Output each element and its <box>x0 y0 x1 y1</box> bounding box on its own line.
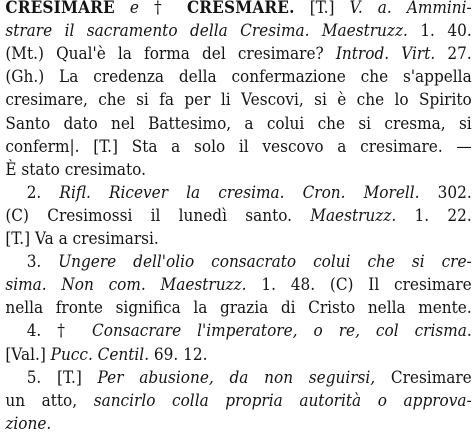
text-span: nella fronte significa la grazia di Cristo nella mente. <box>5 298 472 319</box>
text-span: un atto, <box>5 390 94 411</box>
italic-text: Per abusione, da non seguirsi, <box>97 367 376 388</box>
entry-line-14 <box>5 296 471 320</box>
text-span: [T.] <box>294 0 350 18</box>
text-span: Santo dato nel Battesimo, a colui che si cresma, si <box>5 113 472 134</box>
text-span: [T.] Va a cresimarsi. <box>5 229 159 249</box>
text-span: 3. <box>26 252 59 273</box>
text-span: Cresimare <box>375 367 472 388</box>
italic-text: e <box>114 0 155 18</box>
text-span: 69. 12. <box>149 344 208 365</box>
entry-line-1 <box>5 0 471 20</box>
italic-text: Pucc. Centil. <box>50 344 150 365</box>
text-span: 27. <box>435 44 472 65</box>
italic-text: strare il sacramento della Cresima. Maestruzz. <box>5 21 408 42</box>
entry-line-15 <box>27 319 472 343</box>
italic-text: Consacrare l'imperatore, o re, col crisma. <box>92 321 472 342</box>
entry-line-8 <box>5 158 471 182</box>
text-span: [Val.] <box>5 344 51 365</box>
italic-text: Rifl. Ricever la cresima. Cron. Morell. <box>59 182 420 203</box>
entry-line-2 <box>5 19 471 43</box>
entry-line-9 <box>27 181 472 205</box>
text-span: 5. [T.] <box>26 367 98 388</box>
text-span: 4. † <box>26 321 93 342</box>
entry-line-19 <box>5 412 471 436</box>
entry-line-10 <box>5 204 471 228</box>
text-span: 1. 22. <box>396 205 472 226</box>
italic-text: sancirlo colla propria autorità o approva- <box>93 390 472 411</box>
italic-text: V. a. Ammini- <box>349 0 472 18</box>
text-span: È stato cresimato. <box>5 159 146 180</box>
entry-line-11 <box>5 227 471 251</box>
italic-text: sima. Non com. Maestruzz. <box>5 275 247 296</box>
text-span: cresimare, che si fa per li Vescovi, si è che lo Spirito <box>5 90 472 111</box>
entry-line-7 <box>5 135 471 159</box>
italic-text: Introd. Virt. <box>335 44 436 65</box>
text-span: (Mt.) Qual'è la forma del cresimare? <box>5 44 336 65</box>
text-span: conferm|. [T.] Sta a solo il vescovo a cresimare. — <box>5 136 472 157</box>
entry-line-17 <box>27 366 472 390</box>
entry-line-16 <box>5 343 471 367</box>
text-span: 302. <box>419 182 472 203</box>
headword: CRESMARE. <box>186 0 295 18</box>
headword: CRESIMARE <box>5 0 115 18</box>
entry-line-4 <box>5 65 471 89</box>
text-span: 2. <box>26 182 60 203</box>
text-span: † <box>154 0 187 18</box>
entry-line-3 <box>5 42 471 66</box>
text-span: (Gh.) La credenza della confermazione che s'appella <box>5 67 472 88</box>
text-span: (C) Cresimossi il lunedì santo. <box>5 205 311 226</box>
entry-line-6 <box>5 112 471 136</box>
entry-line-5 <box>5 88 471 112</box>
italic-text: zione. <box>5 413 52 434</box>
entry-line-18 <box>5 389 471 413</box>
entry-line-12 <box>27 250 472 274</box>
text-span: 1. 40. <box>407 21 472 42</box>
entry-line-13 <box>5 273 471 297</box>
italic-text: Maestruzz. <box>310 205 397 226</box>
italic-text: Ungere dell'olio consacrato colui che si cre- <box>58 252 472 273</box>
text-span: 1. 48. (C) Il cresimare <box>246 275 472 296</box>
